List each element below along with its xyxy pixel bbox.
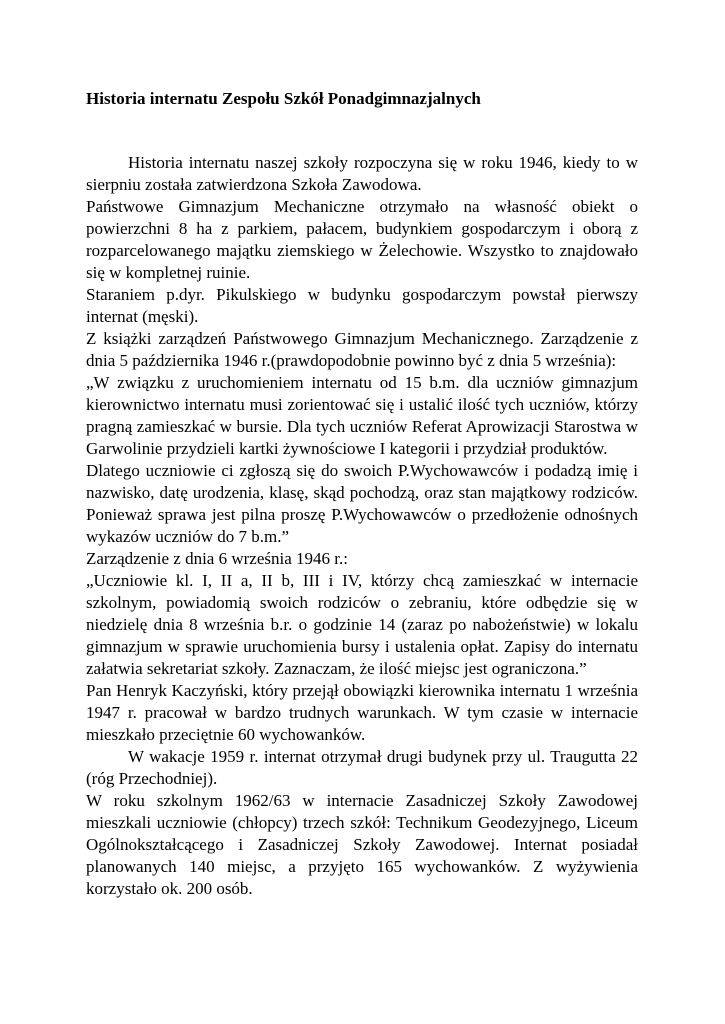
document-title: Historia internatu Zespołu Szkół Ponadgimnazjalnych: [86, 89, 481, 108]
paragraph-kaczynski: Pan Henryk Kaczyński, który przejął obowiązki kierownika internatu 1 września 1947 r. pracował w bardzo trudnych warunkach. W tym czasie w internacie mieszkało przeciętnie 60 wychowanków.: [86, 681, 638, 744]
paragraph-gymnasium-property: Państwowe Gimnazjum Mechaniczne otrzymało na własność obiekt o powierzchni 8 ha z parkiem, pałacem, budynkiem gospodarczym i oborą z rozparcelowanego majątku ziemskiego w Żelechowie. Wszystko to znajdowało się w kompletnej ruinie.: [86, 197, 638, 282]
paragraph-intro: Historia internatu naszej szkoły rozpoczyna się w roku 1946, kiedy to w sierpniu została zatwierdzona Szkoła Zawodowa.: [86, 153, 638, 194]
paragraph-first-internat: Staraniem p.dyr. Pikulskiego w budynku gospodarczym powstał pierwszy internat (męski).: [86, 285, 638, 326]
paragraph-quote-meeting: „Uczniowie kl. I, II a, II b, III i IV, którzy chcą zamieszkać w internacie szkolnym, powiadomią swoich rodziców o zebraniu, które odbędzie się w niedzielę dnia 8 września b.r. o godzinie 14 (zaraz po nabożeństwie) w lokalu gimnazjum w sprawie uruchomienia bursy i ustalenia opłat. Zapisy do internatu załatwia sekretariat szkoły. Zaznaczam, że ilość miejsc jest ograniczona.”: [86, 571, 638, 678]
paragraph-quote-opening: „W związku z uruchomieniem internatu od 15 b.m. dla uczniów gimnazjum kierownictwo internatu musi zorientować się i ustalić ilość tych uczniów, którzy pragną zamieszkać w bursie. Dla tych uczniów Referat Aprowizacji Starostwa w Garwolinie przydzieli kartki żywnościowe I kategorii i przydział produktów.: [86, 373, 638, 458]
paragraph-order-book: Z książki zarządzeń Państwowego Gimnazjum Mechanicznego. Zarządzenie z dnia 5 października 1946 r.(prawdopodobnie powinno być z dnia 5 września):: [86, 329, 638, 370]
paragraph-second-building: W wakacje 1959 r. internat otrzymał drugi budynek przy ul. Traugutta 22 (róg Przechodniej).: [86, 747, 638, 788]
paragraph-quote-registration: Dlatego uczniowie ci zgłoszą się do swoich P.Wychowawców i podadzą imię i nazwisko, datę urodzenia, klasę, skąd pochodzą, oraz stan majątkowy rodziców. Ponieważ sprawa jest pilna proszę P.Wychowawców o przedłożenie odnośnych wykazów uczniów do 7 b.m.”: [86, 461, 638, 546]
paragraph-order-heading: Zarządzenie z dnia 6 września 1946 r.:: [86, 549, 348, 568]
paragraph-school-year-1962: W roku szkolnym 1962/63 w internacie Zasadniczej Szkoły Zawodowej mieszkali uczniowie (chłopcy) trzech szkół: Technikum Geodezyjnego, Liceum Ogólnokształcącego i Zasadniczej Szkoły Zawodowej. Internat posiadał planowanych 140 miejsc, a przyjęto 165 wychowanków. Z wyżywienia korzystało ok. 200 osób.: [86, 791, 638, 898]
document-body: [86, 152, 638, 900]
